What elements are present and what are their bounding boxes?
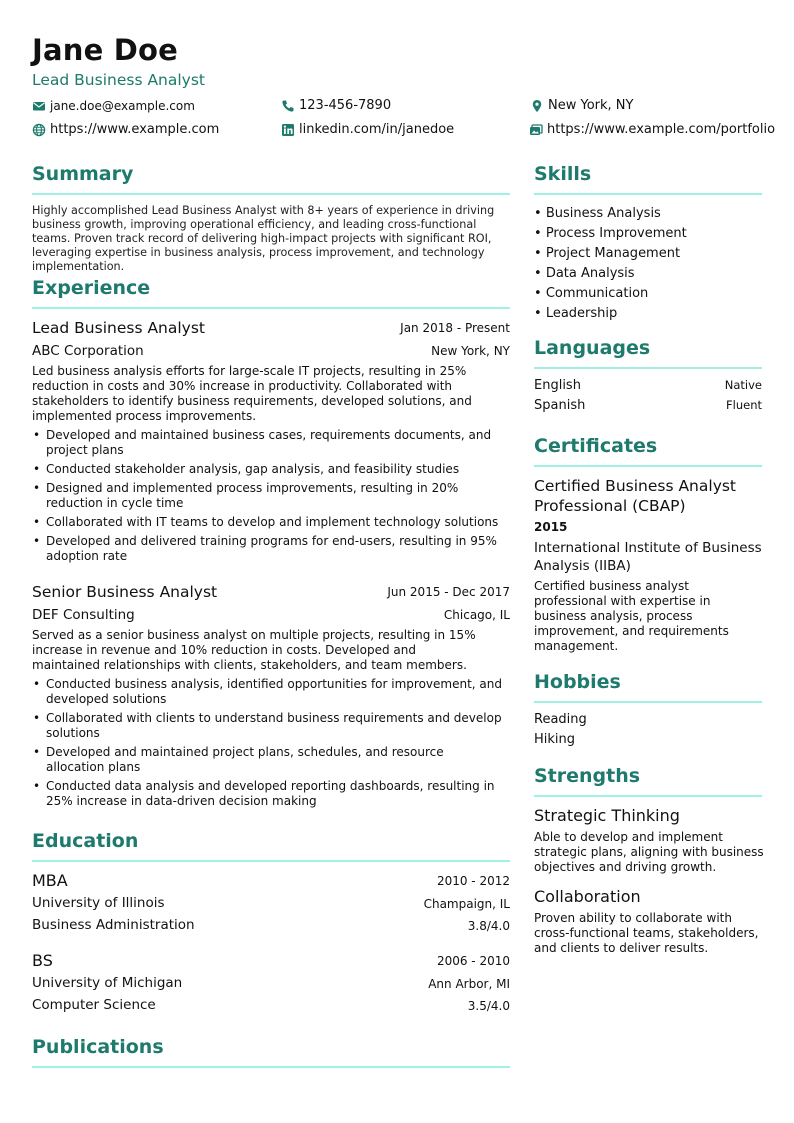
section-divider <box>32 1066 510 1068</box>
job-company: DEF Consulting <box>32 607 135 623</box>
section-divider <box>32 307 510 309</box>
section-title-certificates: Certificates <box>534 435 658 457</box>
section-title-publications: Publications <box>32 1036 164 1058</box>
section-title-education: Education <box>32 830 139 852</box>
list-item: • Data Analysis <box>534 264 687 284</box>
list-item: • Leadership <box>534 304 687 324</box>
linkedin-icon <box>281 123 295 137</box>
language-level: Native <box>724 378 762 392</box>
candidate-title: Lead Business Analyst <box>32 71 205 89</box>
list-item: • Process Improvement <box>534 224 687 244</box>
section-title-skills: Skills <box>534 163 592 185</box>
contact-portfolio[interactable] <box>529 122 775 137</box>
job-title: Lead Business Analyst <box>32 319 205 337</box>
strength-description: Proven ability to collaborate with cross-functional teams, stakeholders, and clients to deliver results. <box>534 911 759 955</box>
job-location: Chicago, IL <box>443 608 510 622</box>
contact-website-text: https://www.example.com <box>50 122 220 137</box>
strength-description: Able to develop and implement strategic plans, aligning with business objectives and driving growth. <box>534 830 764 874</box>
education-location: Champaign, IL <box>423 897 510 911</box>
section-title-summary: Summary <box>32 163 134 185</box>
language-level: Fluent <box>726 398 762 412</box>
skills-list <box>534 204 687 324</box>
education-gpa: 3.8/4.0 <box>467 919 510 933</box>
language-row <box>534 398 762 413</box>
strength-title: Strategic Thinking <box>534 806 680 825</box>
education-dates: 2006 - 2010 <box>436 954 510 968</box>
certificate-description: Certified business analyst professional with expertise in business analysis, process improvement, and requirements management. <box>534 579 729 653</box>
section-divider <box>534 465 762 467</box>
list-item: • Business Analysis <box>534 204 687 224</box>
candidate-name: Jane Doe <box>32 33 179 67</box>
list-item: • Conducted data analysis and developed reporting dashboards, resulting in 25% increase in data-driven decision making <box>32 779 502 809</box>
contact-portfolio-text: https://www.example.com/portfolio <box>547 122 776 137</box>
language-name: English <box>534 378 581 393</box>
job-bullets <box>32 428 502 568</box>
certificate-name: Certified Business Analyst Professional (CBAP) <box>534 477 737 515</box>
list-item: • Developed and maintained business cases, requirements documents, and project plans <box>32 428 502 458</box>
section-divider <box>534 193 762 195</box>
contact-location <box>530 98 633 113</box>
job-company: ABC Corporation <box>32 343 144 359</box>
strength-title: Collaboration <box>534 887 641 906</box>
location-icon <box>530 99 544 113</box>
job-description: Led business analysis efforts for large-scale IT projects, resulting in 25% reduction in costs and 30% increase in productivity. Collaborated with stakeholders to identify business requirements, developed solutions, and implemented process improvements. <box>32 364 472 423</box>
list-item: • Collaborated with IT teams to develop and implement technology solutions <box>32 515 502 530</box>
contact-linkedin-text: linkedin.com/in/janedoe <box>299 122 455 137</box>
certificate-org: International Institute of Business Analysis (IIBA) <box>534 540 762 574</box>
contact-email-text: jane.doe@example.com <box>50 99 195 113</box>
education-location: Ann Arbor, MI <box>428 977 510 991</box>
list-item: • Designed and implemented process improvements, resulting in 20% reduction in cycle time <box>32 481 502 511</box>
globe-icon <box>32 123 46 137</box>
language-name: Spanish <box>534 398 586 413</box>
section-divider <box>534 367 762 369</box>
hobby-item: Hiking <box>534 732 576 747</box>
education-school: University of Illinois <box>32 895 165 911</box>
section-divider <box>534 795 762 797</box>
section-title-languages: Languages <box>534 337 651 359</box>
section-divider <box>32 860 510 862</box>
education-field: Computer Science <box>32 997 156 1013</box>
section-title-hobbies: Hobbies <box>534 671 621 693</box>
contact-website[interactable] <box>32 122 219 137</box>
contact-phone[interactable] <box>281 98 391 113</box>
job-bullets <box>32 677 502 813</box>
portfolio-icon <box>529 123 543 137</box>
job-dates: Jun 2015 - Dec 2017 <box>387 585 510 599</box>
education-gpa: 3.5/4.0 <box>467 999 510 1013</box>
certificate-year: 2015 <box>534 520 568 534</box>
list-item: • Conducted business analysis, identified opportunities for improvement, and developed solutions <box>32 677 502 707</box>
education-degree: MBA <box>32 871 68 890</box>
list-item: • Project Management <box>534 244 687 264</box>
contact-phone-text: 123-456-7890 <box>299 98 392 113</box>
job-title: Senior Business Analyst <box>32 583 218 601</box>
education-school: University of Michigan <box>32 975 183 991</box>
education-field: Business Administration <box>32 917 195 933</box>
contact-email[interactable] <box>32 99 195 113</box>
section-title-strengths: Strengths <box>534 765 641 787</box>
list-item: • Developed and delivered training programs for end-users, resulting in 95% adoption rate <box>32 534 502 564</box>
contact-location-text: New York, NY <box>548 98 634 113</box>
job-description: Served as a senior business analyst on multiple projects, resulting in 15% increase in revenue and 10% reduction in costs. Developed and maintained relationships with clients, stakeholders, and team members. <box>32 628 476 672</box>
section-title-experience: Experience <box>32 277 151 299</box>
phone-icon <box>281 99 295 113</box>
section-divider <box>32 193 510 195</box>
contact-linkedin[interactable] <box>281 122 454 137</box>
list-item: • Communication <box>534 284 687 304</box>
education-dates: 2010 - 2012 <box>436 874 510 888</box>
list-item: • Collaborated with clients to understand business requirements and develop solutions <box>32 711 502 741</box>
email-icon <box>32 99 46 113</box>
education-degree: BS <box>32 951 53 970</box>
hobby-item: Reading <box>534 712 587 727</box>
job-location: New York, NY <box>431 344 510 358</box>
list-item: • Conducted stakeholder analysis, gap analysis, and feasibility studies <box>32 462 502 477</box>
language-row <box>534 378 762 393</box>
section-divider <box>534 701 762 703</box>
job-dates: Jan 2018 - Present <box>400 321 510 335</box>
summary-text: Highly accomplished Lead Business Analyst with 8+ years of experience in driving business growth, improving operational efficiency, and leading cross-functional teams. Proven track record of delivering high-impact projects with significant ROI, leveraging expertise in business analysis, process improvement, and technology implementation. <box>32 204 495 273</box>
list-item: • Developed and maintained project plans, schedules, and resource allocation plans <box>32 745 502 775</box>
